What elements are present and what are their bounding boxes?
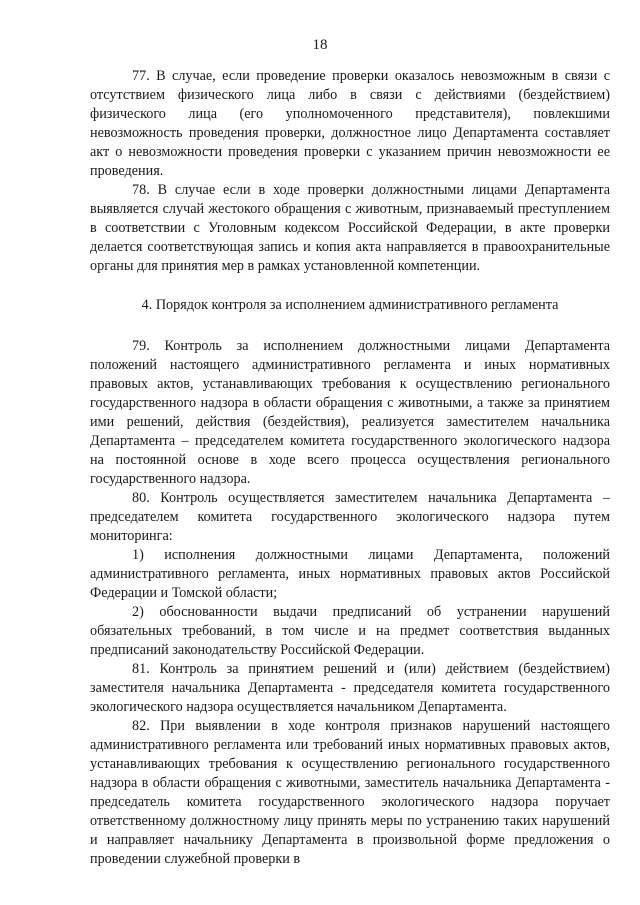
paragraph-80-item-2: 2) обоснованности выдачи предписаний об устранении нарушений обязательных требований, в том числе и на предмет соответствия выданных предписаний законодательству Российской Федерации. (90, 604, 610, 658)
paragraph-81: 81. Контроль за принятием решений и (или) действием (бездействием) заместителя начальника Департамента - председателя комитета государственного экологического надзора осуществляется начальником Департамента. (90, 661, 610, 715)
paragraph-80-item-1: 1) исполнения должностными лицами Департамента, положений административного регламента, иных нормативных правовых актов Российской Федерации и Томской области; (90, 547, 610, 601)
document-body (90, 67, 610, 869)
paragraph-79: 79. Контроль за исполнением должностными лицами Департамента положений настоящего административного регламента и иных нормативных правовых актов, устанавливающих требования к осуществлению регионального государственного надзора в области обращения с животными, а также за принятием ими решений, действия (бездействия), реализуется заместителем начальника Департамента – председателем комитета государственного экологического надзора на постоянной основе в ходе всего процесса осуществления регионального государственного надзора. (90, 338, 610, 487)
paragraph-77: 77. В случае, если проведение проверки оказалось невозможным в связи с отсутствием физического лица либо в связи с действиями (бездействием) физического лица (его уполномоченного представителя), повлекшими невозможность проведения проверки, должностное лицо Департамента составляет акт о невозможности проведения проверки с указанием причин невозможности ее проведения. (90, 68, 610, 179)
page-number: 18 (312, 37, 328, 53)
paragraph-78: 78. В случае если в ходе проверки должностными лицами Департамента выявляется случай жестокого обращения с животным, признаваемый преступлением в соответствии с Уголовным кодексом Российской Федерации, в акте проверки делается соответствующая запись и копия акта направляется в правоохранительные органы для принятия мер в рамках установленной компетенции. (90, 182, 610, 274)
paragraph-82: 82. При выявлении в ходе контроля признаков нарушений настоящего административного регламента или требований иных нормативных правовых актов, устанавливающих требования к осуществлению регионального государственного надзора в области обращения с животными, заместитель начальника Департамента - председатель комитета государственного экологического надзора поручает ответственному должностному лицу принять меры по устранению таких нарушений и направляет начальнику Департамента в произвольной форме предложения о проведении служебной проверки в (90, 718, 610, 867)
section-heading: 4. Порядок контроля за исполнением административного регламента (141, 297, 559, 313)
paragraph-80: 80. Контроль осуществляется заместителем начальника Департамента – председателем комитета государственного экологического надзора путем мониторинга: (90, 490, 610, 544)
